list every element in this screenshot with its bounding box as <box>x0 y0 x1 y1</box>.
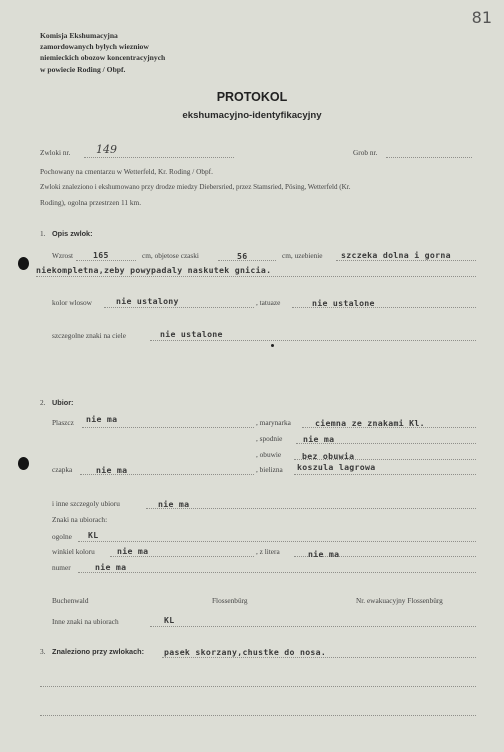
section2-number: 2. <box>40 398 46 407</box>
document-subtitle: ekshumacyjno-identyfikacyjny <box>182 110 322 121</box>
zwloki-label: Zwloki nr. <box>40 148 71 157</box>
section3-number: 3. <box>40 647 46 656</box>
document-title: PROTOKOL <box>216 90 288 104</box>
org-line: niemieckich obozow koncentracyjnych <box>40 53 166 63</box>
ink-speck <box>271 344 274 347</box>
winkiel-label: winkiel koloru <box>52 547 95 556</box>
znaki-ciele-dotline <box>150 340 476 341</box>
section2-heading: Ubior: <box>52 398 74 407</box>
czapka-value: nie ma <box>96 465 128 475</box>
ogolne-value: KL <box>88 530 99 540</box>
flossenburg-label: Flossenbürg <box>212 596 248 605</box>
wzrost-dotline <box>76 260 136 261</box>
winkiel-dotline <box>110 556 254 557</box>
znaki-ubiorach-heading: Znaki na ubiorach: <box>52 515 108 524</box>
commission-header <box>40 30 165 75</box>
plaszcz-dotline <box>82 427 254 428</box>
wzrost-value: 165 <box>93 250 109 260</box>
tatuaze-value: nie ustalone <box>312 298 375 308</box>
section3-heading: Znaleziono przy zwlokach: <box>52 647 145 656</box>
punch-hole <box>18 457 29 470</box>
spodnie-value: nie ma <box>303 434 335 444</box>
org-line: zamordowanych bylych wiezniow <box>40 42 149 52</box>
tatuaze-label: , tatuaze <box>256 298 281 307</box>
grob-dotline <box>386 157 472 158</box>
ogolne-dotline <box>78 541 476 542</box>
buchenwald-label: Buchenwald <box>52 596 89 605</box>
marynarka-value: ciemna ze znakami Kl. <box>315 418 425 428</box>
pochowany-text: Pochowany na cmentarzu w Wetterfeld, Kr. Roding / Obpf. <box>40 167 213 176</box>
obuwie-value: bez obuwia <box>302 451 355 461</box>
org-line: w powiecie Roding / Obpf. <box>40 64 126 74</box>
inne-szczegoly-dotline <box>146 508 476 509</box>
inne-szczegoly-label: i inne szczegoly ubioru <box>52 499 120 508</box>
inne-znaki-dotline <box>150 626 476 627</box>
czaska-label: cm, objetose czaski <box>142 251 199 260</box>
znaleziono-line-2: Roding), ogolna przestrzen 11 km. <box>40 198 142 207</box>
punch-hole <box>18 257 29 270</box>
blank-dotline <box>40 715 476 716</box>
numer-label: numer <box>52 563 71 572</box>
uzebienie-dotline <box>336 260 476 261</box>
uzebienie-label: cm, uzebienie <box>282 251 323 260</box>
spodnie-label: , spodnie <box>256 434 283 443</box>
zwloki-number: 149 <box>96 143 117 156</box>
czapka-label: czapka <box>52 465 73 474</box>
marynarka-label: , marynarka <box>256 418 291 427</box>
org-line: Komisja Ekshumacyjna <box>40 31 118 40</box>
uzebienie-value: szczeka dolna i gorna <box>341 250 451 260</box>
ogolne-label: ogolne <box>52 532 72 541</box>
kolor-value: nie ustalony <box>116 296 179 306</box>
inne-szczegoly-value: nie ma <box>158 499 190 509</box>
inne-znaki-value: KL <box>164 615 175 625</box>
bielizna-value: koszula lagrowa <box>297 462 376 472</box>
page-number: 81 <box>471 8 492 27</box>
plaszcz-label: Plaszcz <box>52 418 74 427</box>
numer-value: nie ma <box>95 562 127 572</box>
bielizna-dotline <box>294 474 476 475</box>
znaki-ciele-label: szczegolne znaki na ciele <box>52 331 126 340</box>
czaska-value: 56 <box>237 251 248 261</box>
section3-value: pasek skorzany,chustke do nosa. <box>164 647 327 657</box>
nr-ewakuacyjny-label: Nr. ewakuacyjny Flossenbürg <box>356 596 443 605</box>
kolor-label: kolor wlosow <box>52 298 92 307</box>
section1-number: 1. <box>40 229 46 238</box>
winkiel-value: nie ma <box>117 546 149 556</box>
wzrost-label: Wzrost <box>52 251 74 260</box>
litera-value: nie ma <box>308 549 340 559</box>
uzebienie-continuation: niekompletna,zeby powypadaly naskutek gnicia. <box>36 265 272 275</box>
section1-heading: Opis zwlok: <box>52 229 93 238</box>
znaleziono-line-1: Zwloki znaleziono i ekshumowano przy drodze miedzy Diebersried, przez Stamsried, Pösing, Wetterfeld (Kr. <box>40 183 351 191</box>
inne-znaki-label: Inne znaki na ubiorach <box>52 617 119 626</box>
numer-dotline <box>78 572 476 573</box>
litera-label: , z litera <box>256 547 280 556</box>
znaki-ciele-value: nie ustalone <box>160 329 223 339</box>
blank-dotline <box>40 686 476 687</box>
grob-label: Grob nr. <box>353 148 378 157</box>
obuwie-label: , obuwie <box>256 450 282 459</box>
zwloki-dotline <box>84 157 234 158</box>
continuation-dotline <box>36 276 476 277</box>
section3-dotline <box>162 657 476 658</box>
plaszcz-value: nie ma <box>86 414 118 424</box>
kolor-dotline <box>104 307 254 308</box>
bielizna-label: , bielizna <box>256 465 283 474</box>
